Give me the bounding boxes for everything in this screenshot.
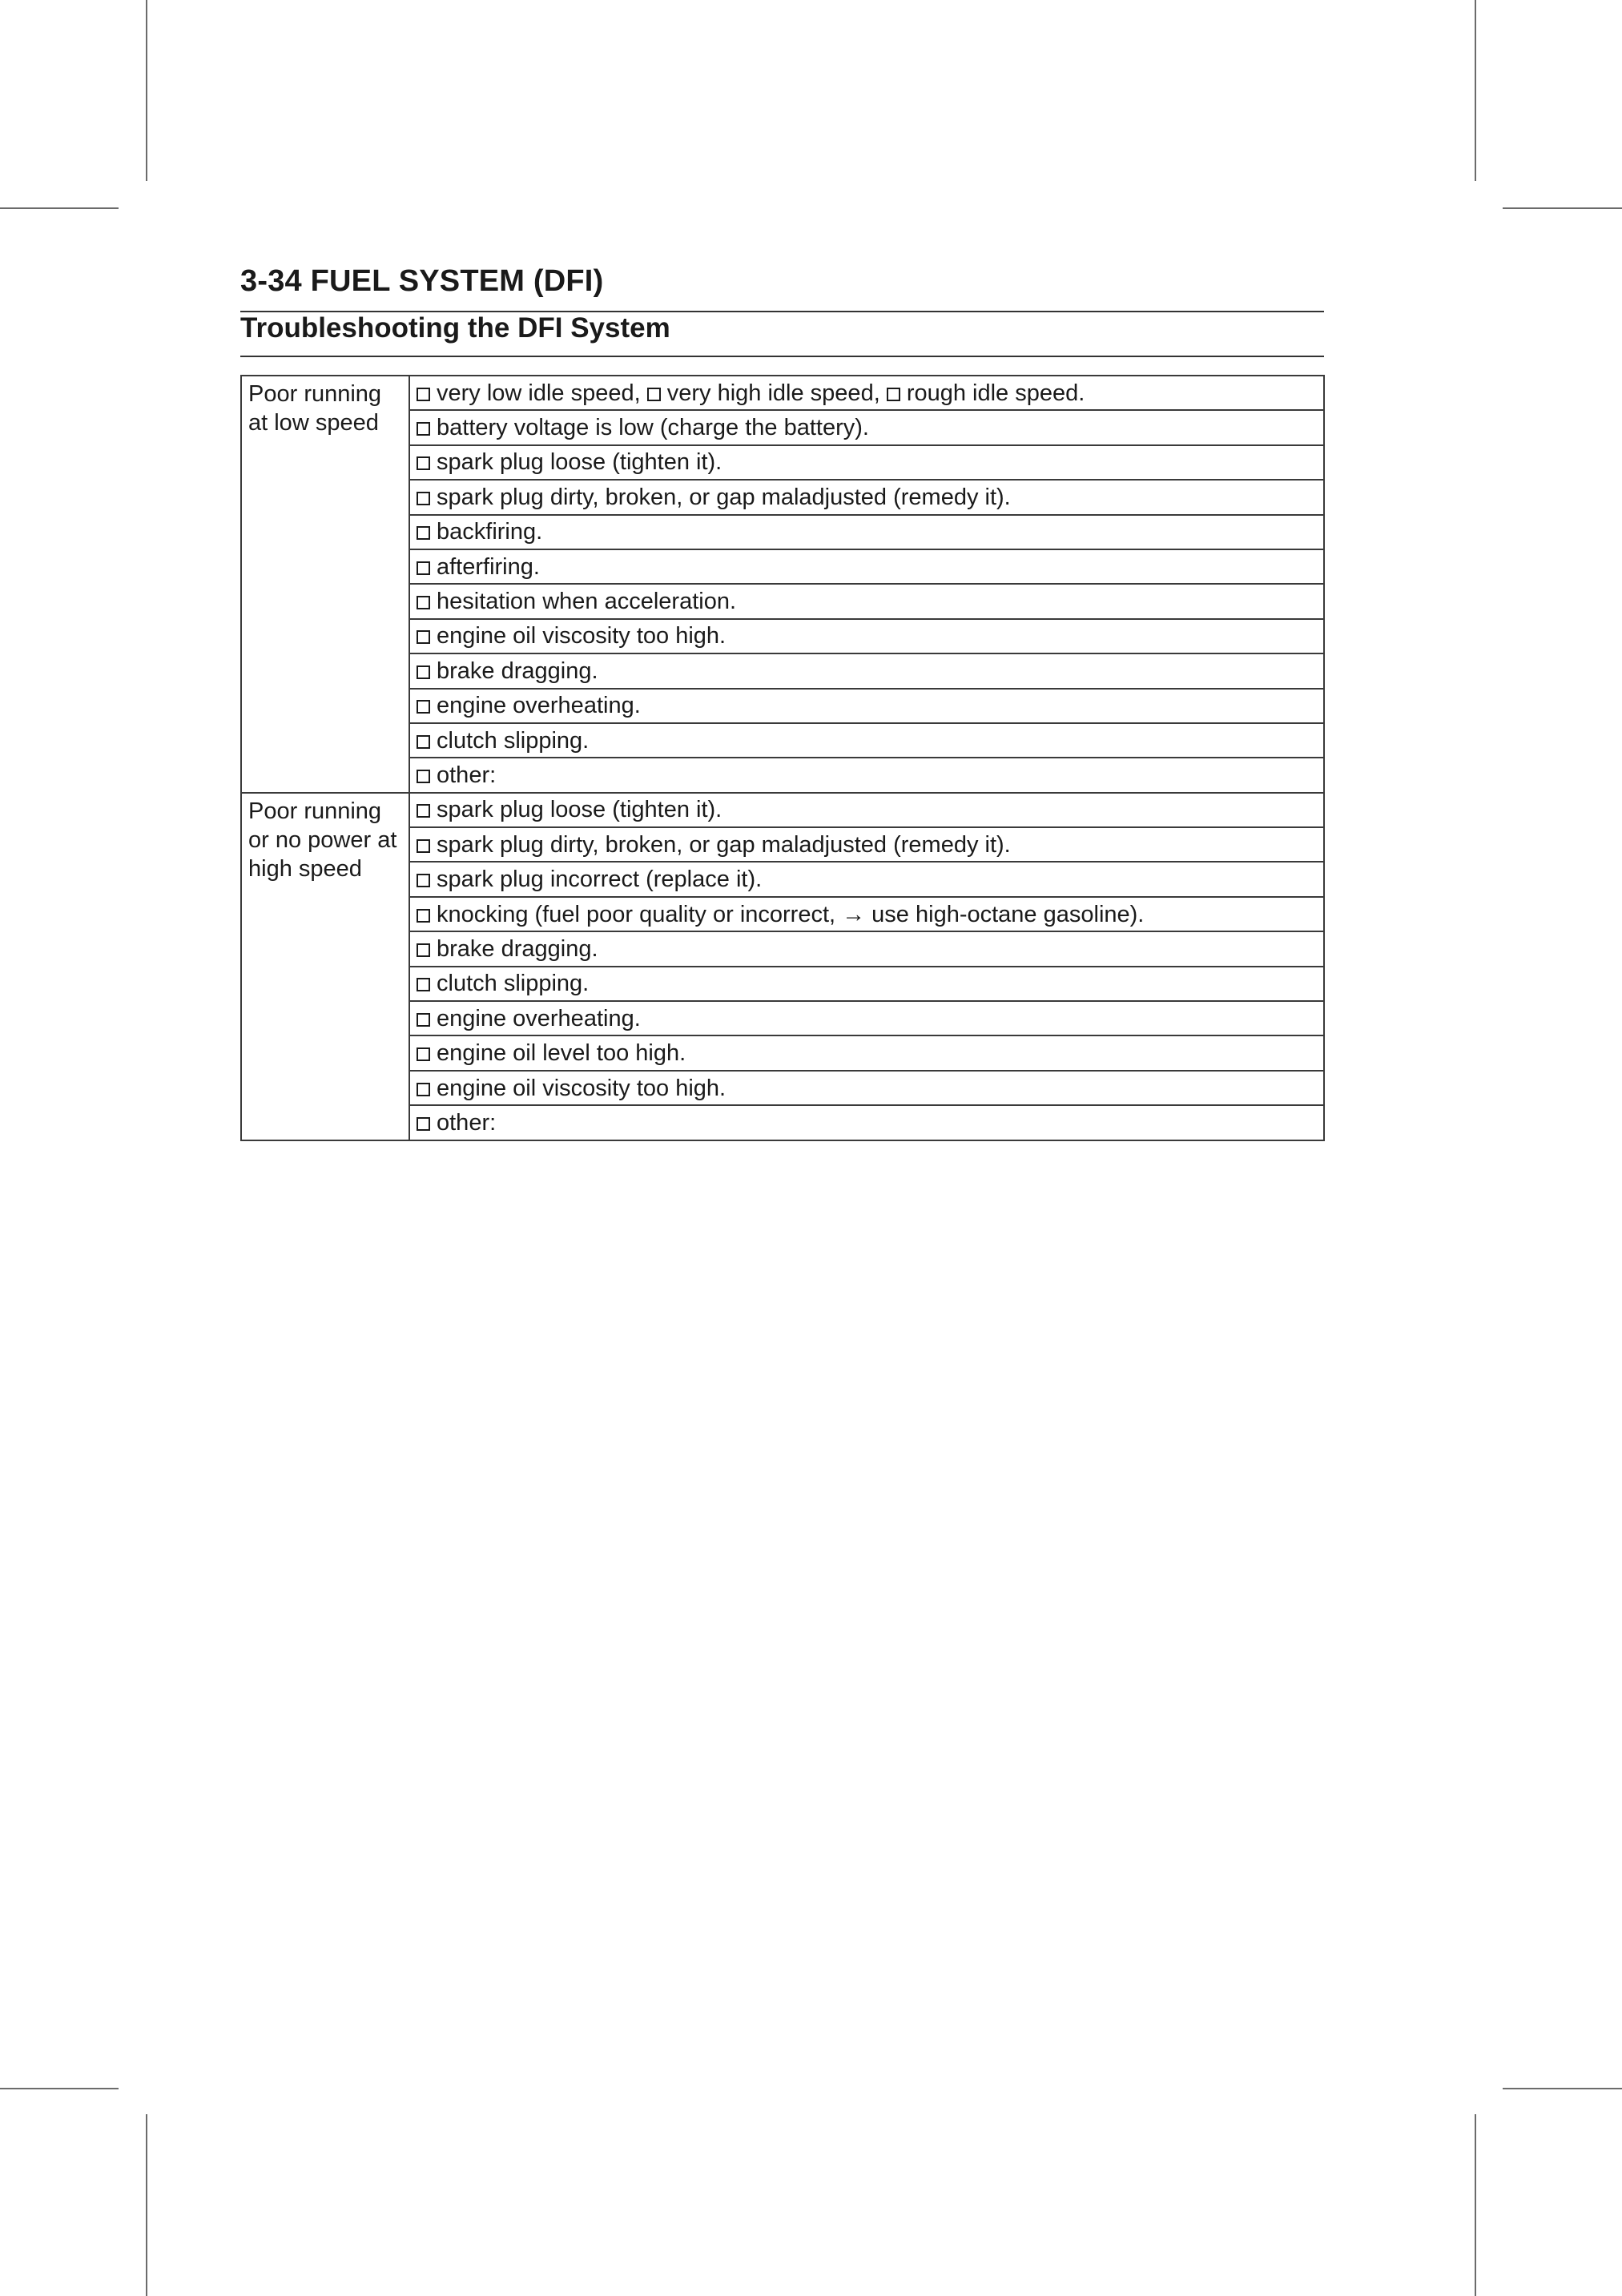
check-item-text: battery voltage is low (charge the battery). (437, 415, 869, 441)
check-item-text: other: (437, 1109, 497, 1136)
checkbox-icon (417, 943, 430, 957)
crop-mark-top-left-vertical (146, 0, 147, 181)
symptom-cell: Poor running at low speed (241, 376, 409, 793)
checkbox-icon (417, 874, 430, 887)
check-item-cell (409, 758, 1324, 792)
check-item-text: engine overheating. (437, 1005, 641, 1031)
crop-mark-top-left-horizontal (0, 207, 119, 209)
check-item-text: spark plug loose (tighten it). (437, 797, 722, 823)
checkbox-icon (417, 526, 430, 540)
check-item-text: very low idle speed, (437, 380, 641, 406)
check-item-text: brake dragging. (437, 935, 598, 962)
check-item-cell (409, 897, 1324, 931)
checkbox-icon (417, 1047, 430, 1061)
crop-mark-bottom-left-vertical (146, 2114, 147, 2296)
check-item-text: other: (437, 762, 497, 788)
check-item-text: spark plug dirty, broken, or gap maladjusted (remedy it). (437, 484, 1011, 510)
checkbox-icon (647, 388, 661, 401)
check-item-text: brake dragging. (437, 657, 598, 684)
check-item-text: spark plug incorrect (replace it). (437, 867, 763, 893)
check-item-text: rough idle speed. (906, 380, 1085, 406)
check-item-text: hesitation when acceleration. (437, 589, 737, 615)
check-item-cell (409, 967, 1324, 1001)
checkbox-icon (417, 1083, 430, 1096)
checkbox-icon (417, 909, 430, 923)
crop-mark-top-right-vertical (1475, 0, 1476, 181)
check-item-cell (409, 515, 1324, 549)
checkbox-icon (417, 735, 430, 749)
check-item-cell (409, 480, 1324, 514)
crop-mark-bottom-right-horizontal (1503, 2088, 1622, 2089)
check-item-cell (409, 1035, 1324, 1070)
check-item-text: very high idle speed, (666, 380, 880, 406)
section-title: Troubleshooting the DFI System (240, 312, 670, 344)
checkbox-icon (417, 978, 430, 991)
check-item-text: engine oil viscosity too high. (437, 1075, 726, 1101)
check-item-cell (409, 723, 1324, 758)
section-rule (240, 356, 1324, 357)
checkbox-icon (417, 561, 430, 575)
troubleshooting-table-body (241, 376, 1324, 1140)
check-item-cell (409, 1001, 1324, 1035)
troubleshooting-table (240, 375, 1325, 1141)
check-item-cell (409, 376, 1324, 410)
checkbox-icon (417, 1013, 430, 1027)
checkbox-icon (417, 492, 430, 505)
check-item-text: engine oil level too high. (437, 1040, 686, 1067)
check-item-text: clutch slipping. (437, 971, 590, 997)
check-item-text: engine overheating. (437, 693, 641, 719)
crop-mark-bottom-left-horizontal (0, 2088, 119, 2089)
check-item-text: backfiring. (437, 519, 543, 545)
page-header-title: 3-34 FUEL SYSTEM (DFI) (240, 264, 604, 298)
table-row (241, 793, 1324, 827)
check-item-cell (409, 1071, 1324, 1105)
check-item-cell (409, 827, 1324, 862)
check-item-text: spark plug dirty, broken, or gap maladjusted (remedy it). (437, 831, 1011, 858)
check-item-text: engine oil viscosity too high. (437, 623, 726, 649)
checkbox-icon (417, 770, 430, 783)
check-item-cell (409, 584, 1324, 618)
checkbox-icon (417, 422, 430, 436)
check-item-cell (409, 931, 1324, 966)
checkbox-icon (417, 388, 430, 401)
check-item-cell (409, 410, 1324, 444)
symptom-cell: Poor running or no power at high speed (241, 793, 409, 1140)
checkbox-icon (887, 388, 900, 401)
check-item-cell (409, 445, 1324, 480)
check-item-cell (409, 549, 1324, 584)
check-item-text: knocking (fuel poor quality or incorrect, → use high-octane gasoline). (437, 901, 1145, 927)
check-item-cell (409, 653, 1324, 688)
checkbox-icon (417, 1117, 430, 1131)
check-item-text: clutch slipping. (437, 727, 590, 754)
check-item-cell (409, 1105, 1324, 1140)
check-item-cell (409, 793, 1324, 827)
checkbox-icon (417, 630, 430, 644)
checkbox-icon (417, 456, 430, 470)
checkbox-icon (417, 596, 430, 609)
checkbox-icon (417, 700, 430, 714)
checkbox-icon (417, 665, 430, 679)
check-item-text: spark plug loose (tighten it). (437, 449, 722, 476)
check-item-cell (409, 619, 1324, 653)
table-row (241, 376, 1324, 410)
check-item-cell (409, 862, 1324, 896)
check-item-cell (409, 689, 1324, 723)
check-item-text: afterfiring. (437, 553, 540, 580)
checkbox-icon (417, 839, 430, 853)
crop-mark-top-right-horizontal (1503, 207, 1622, 209)
checkbox-icon (417, 804, 430, 818)
crop-mark-bottom-right-vertical (1475, 2114, 1476, 2296)
